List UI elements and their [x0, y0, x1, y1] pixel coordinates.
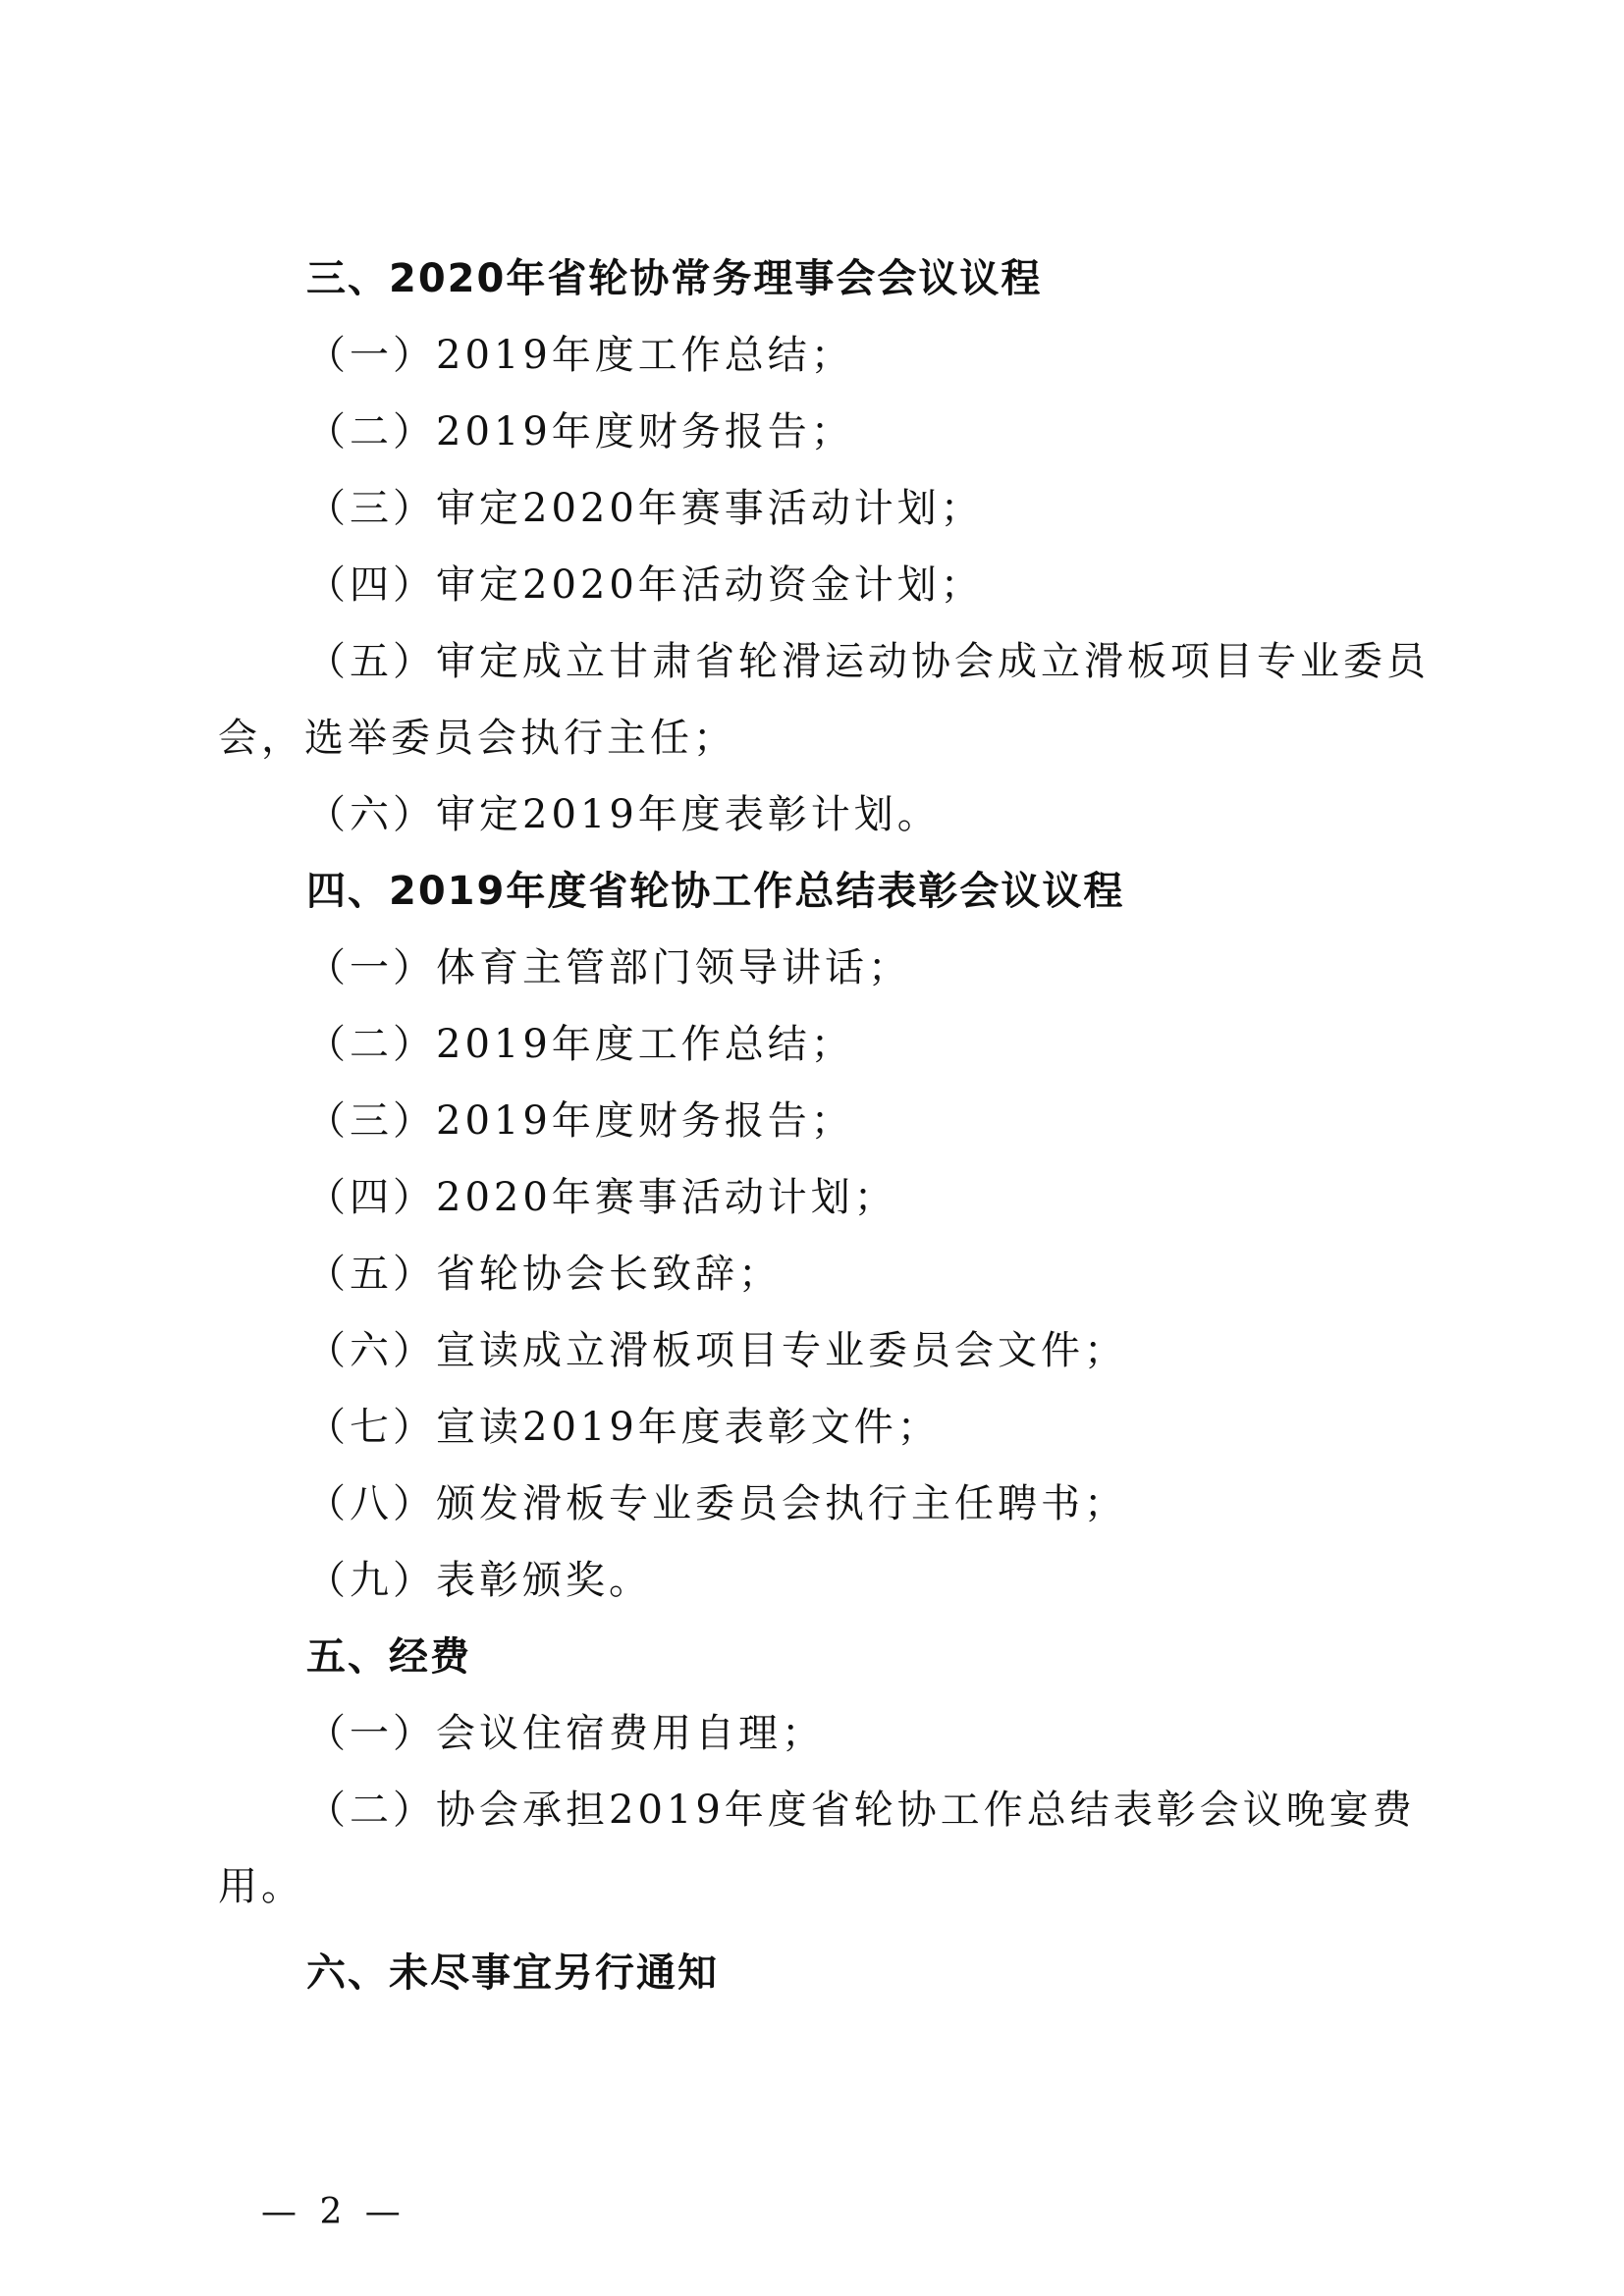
agenda-item: （一）2019年度工作总结；: [306, 333, 854, 378]
expense-item: （二）协会承担2019年度省轮协工作总结表彰会议晚宴费: [306, 1788, 1416, 1833]
agenda-item: （五）省轮协会长致辞；: [306, 1252, 782, 1297]
agenda-item: （三）2019年度财务报告；: [306, 1098, 854, 1144]
agenda-item-continuation: 会，选举委员会执行主任；: [218, 716, 736, 761]
expense-item: （一）会议住宿费用自理；: [306, 1711, 825, 1756]
agenda-item: （六）审定2019年度表彰计划。: [306, 792, 941, 837]
agenda-item: （七）宣读2019年度表彰文件；: [306, 1405, 941, 1450]
expense-item-continuation: 用。: [218, 1864, 304, 1909]
agenda-item: （三）审定2020年赛事活动计划；: [306, 486, 984, 531]
agenda-item: （五）审定成立甘肃省轮滑运动协会成立滑板项目专业委员: [306, 639, 1430, 684]
agenda-item: （九）表彰颁奖。: [306, 1558, 652, 1603]
section-heading-5: 五、经费: [306, 1634, 471, 1680]
section-heading-4: 四、2019年度省轮协工作总结表彰会议议程: [306, 869, 1125, 914]
section-heading-3: 三、2020年省轮协常务理事会会议议程: [306, 256, 1043, 301]
agenda-item: （四）审定2020年活动资金计划；: [306, 562, 984, 608]
agenda-item: （四）2020年赛事活动计划；: [306, 1175, 897, 1220]
page-number: — 2 —: [261, 2192, 406, 2232]
agenda-item: （二）2019年度财务报告；: [306, 409, 854, 454]
agenda-item: （六）宣读成立滑板项目专业委员会文件；: [306, 1328, 1127, 1373]
agenda-item: （一）体育主管部门领导讲话；: [306, 945, 911, 990]
agenda-item: （八）颁发滑板专业委员会执行主任聘书；: [306, 1481, 1127, 1526]
section-heading-6: 六、未尽事宜另行通知: [306, 1950, 719, 1996]
agenda-item: （二）2019年度工作总结；: [306, 1022, 854, 1067]
